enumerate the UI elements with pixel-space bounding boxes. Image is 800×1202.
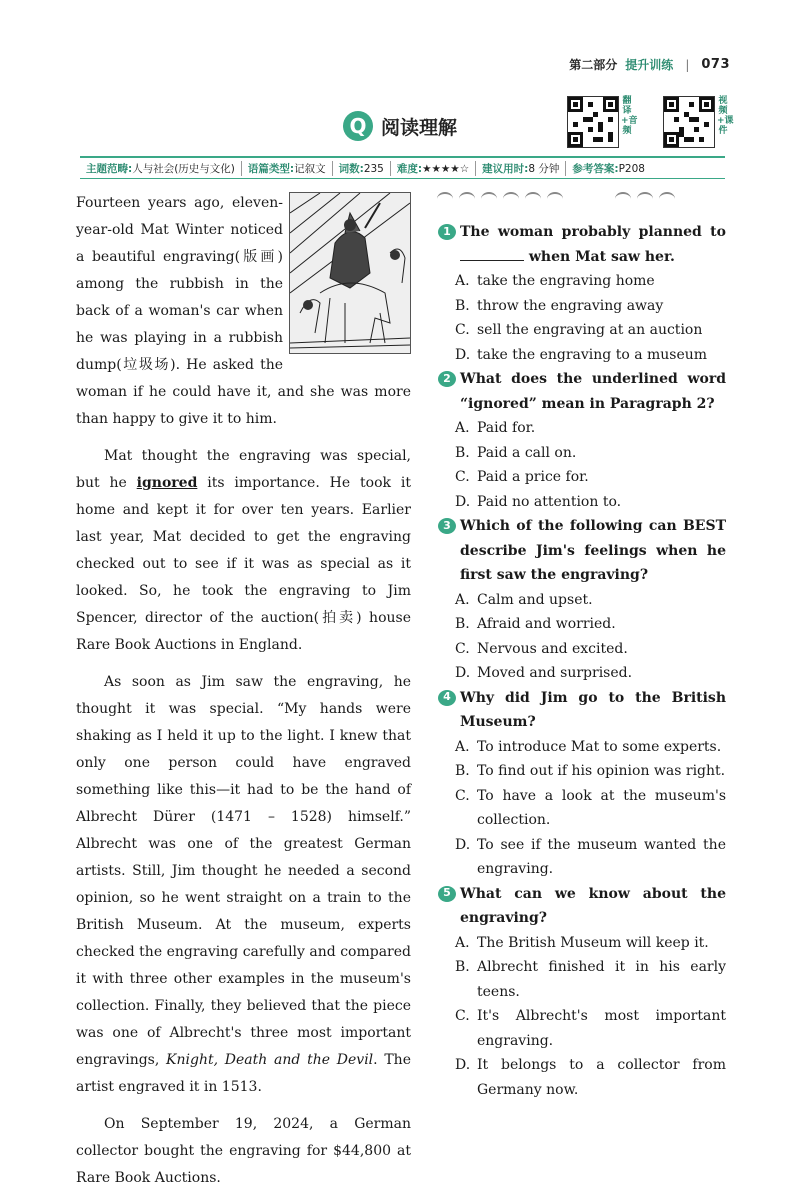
page-number: 073 [701,57,730,72]
option-a[interactable]: A. The British Museum will keep it. [455,934,709,951]
qr-code-video-icon[interactable] [663,96,715,148]
header-divider: | [685,57,690,72]
option-d[interactable]: D. Moved and surprised. [455,665,633,681]
option-a[interactable]: A. take the engraving home [455,273,655,289]
option-d[interactable]: D. Paid no attention to. [455,493,622,510]
section-title [343,111,457,141]
underlined-word: ignored [136,475,198,491]
section-title-text: 阅读理解 [381,116,458,139]
passage-meta-bar [80,156,725,179]
question-1 [438,220,726,367]
reading-passage [76,190,411,1202]
reading-logo-icon: Q [343,111,373,141]
question-stem: Which of the following can BEST describe Jim's feelings when he first saw the engraving? [460,518,726,583]
question-number-badge: 5 [438,886,456,902]
question-5 [438,882,726,1103]
passage-paragraph-1: Fourteen years ago, eleven-year-old Mat Winter noticed a beautiful engraving(版画) among the rubbish in the back of a woman's car when he was playing in a rubbish dump(垃圾场). He asked the woman if he could have it, and she was more than happy to give it to him. [76,195,411,427]
qr-label-translation: 翻译+音频 [621,96,638,136]
meta-genre: 语篇类型:记叙文 [242,161,333,176]
meta-answer-key: 参考答案:P208 [572,162,645,175]
question-stem: What does the underlined word “ignored” mean in Paragraph 2? [460,371,726,412]
option-b[interactable]: B. Albrecht finished it in his early teens. [455,959,726,1000]
meta-topic: 主题范畴:人与社会(历史与文化) [80,161,242,176]
answer-blank[interactable] [460,260,524,261]
option-b[interactable]: B. Paid a call on. [455,444,577,461]
option-a[interactable]: A. To introduce Mat to some experts. [455,738,722,755]
passage-paragraph-2: Mat thought the engraving was special, but he ignored its importance. He took it home and kept it for over ten years. Earlier last year, Mat decided to get the engraving checked out to see if it was as special as it looked. So, he took the engraving to Jim Spencer, director of the auction(拍卖) house Rare Book Auctions in England. [76,448,411,653]
qr-code-translation-icon[interactable] [567,96,619,148]
option-d[interactable]: D. take the engraving to a museum [455,346,708,363]
qr-label-video: 视频+课件 [717,96,734,136]
answer-bubbles-decoration [437,192,675,206]
option-c[interactable]: C. sell the engraving at an auction [455,322,703,338]
option-a[interactable]: A. Paid for. [455,420,536,436]
artwork-title: Knight, Death and the Devil [166,1052,374,1068]
option-c[interactable]: C. Paid a price for. [455,469,589,485]
question-stem: Why did Jim go to the British Museum? [460,689,726,730]
meta-time: 建议用时:8 分钟 [476,161,566,176]
option-a[interactable]: A. Calm and upset. [455,591,593,608]
option-b[interactable]: B. throw the engraving away [455,297,664,314]
questions-column [438,220,726,1102]
question-number-badge: 4 [438,690,456,706]
engraving-image [289,192,411,354]
question-number-badge: 2 [438,371,456,387]
option-c[interactable]: C. To have a look at the museum's collection. [455,787,726,828]
passage-paragraph-3: As soon as Jim saw the engraving, he thought it was special. “My hands were shaking as I held it up to the light. I knew that only one person could have engraved something like this—it had to be the hand of Albrecht Dürer (1471 – 1528) himself.” Albrecht was one of the greatest German artists. Still, Jim thought he needed a second opinion, so he went straight on a train to the British Museum. At the museum, experts checked the engraving carefully and compared it with three other examples in the museum's collection. Finally, they believed that the piece was one of Albrecht's three most important engravings, Knight, Death and the Devil. The artist engraved it in 1513. [76,674,411,1095]
question-2 [438,367,726,514]
section-label: 提升训练 [625,58,674,72]
passage-paragraph-4: On September 19, 2024, a German collector bought the engraving for $44,800 at Rare Book Auctions. [76,1116,411,1186]
question-number-badge: 3 [438,518,456,534]
meta-word-count: 词数:235 [333,161,391,176]
option-b[interactable]: B. To find out if his opinion was right. [455,763,726,779]
meta-difficulty: 难度:★★★★☆ [391,161,476,176]
question-stem: The woman probably planned to when Mat saw her. [460,224,726,265]
question-number-badge: 1 [438,224,456,240]
option-d[interactable]: D. It belongs to a collector from Germany now. [455,1057,726,1098]
question-4 [438,686,726,882]
question-3 [438,514,726,686]
question-stem: What can we know about the engraving? [460,885,726,926]
option-d[interactable]: D. To see if the museum wanted the engraving. [455,836,726,877]
option-c[interactable]: C. It's Albrecht's most important engraving. [455,1008,726,1049]
option-c[interactable]: C. Nervous and excited. [455,640,628,657]
part-label: 第二部分 [569,58,618,72]
page-header [569,56,730,73]
option-b[interactable]: B. Afraid and worried. [455,616,616,632]
